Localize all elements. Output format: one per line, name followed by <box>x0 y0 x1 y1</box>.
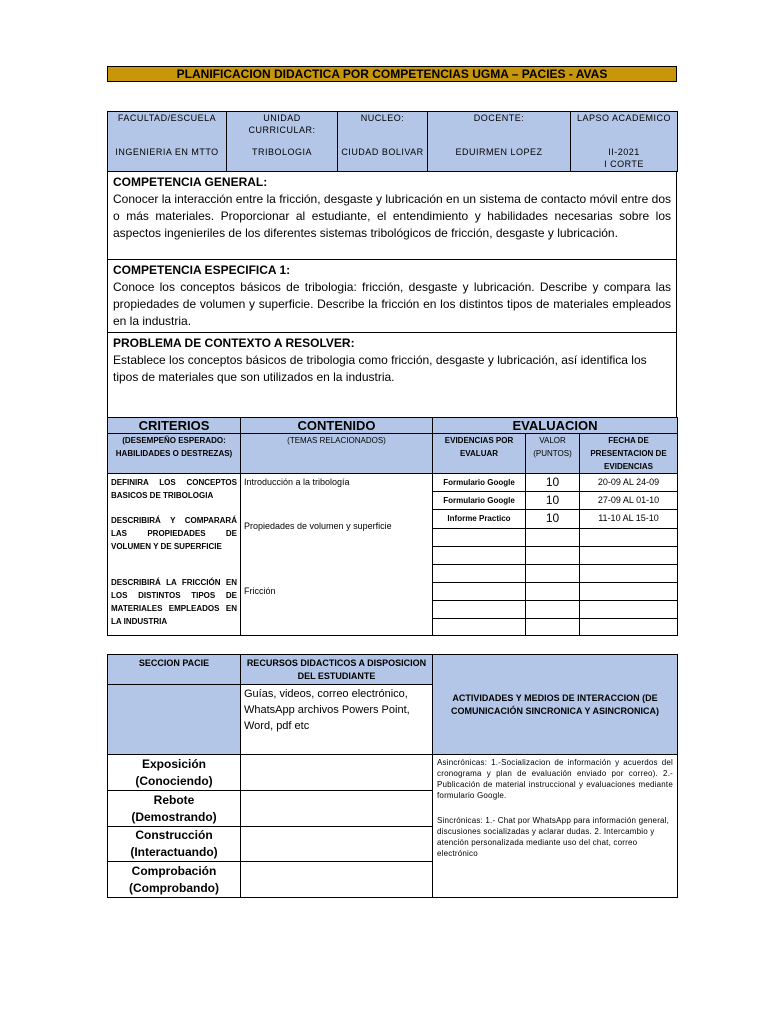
contenido-cell <box>241 474 433 636</box>
lapso-label: LAPSO ACADEMICO <box>576 113 672 123</box>
fase-rebote-sub: (Demostrando) <box>131 809 217 824</box>
criterio-3: DESCRIBIRÁ LA FRICCIÓN EN LOS DISTINTOS TIPOS DE MATERIALES EMPLEADOS EN LA INDUSTRIA <box>111 578 237 626</box>
document-title: PLANIFICACION DIDACTICA POR COMPETENCIAS UGMA – PACIES - AVAS <box>107 66 677 82</box>
empty-cell <box>580 601 678 619</box>
unidad-label: UNIDAD CURRICULAR: <box>248 113 316 135</box>
seccion-pacie-header: SECCION PACIE <box>108 655 241 685</box>
criterios-subheader: (DESEMPEÑO ESPERADO: HABILIDADES O DESTREZAS) <box>108 434 241 474</box>
fecha-1: 20-09 AL 24-09 <box>580 474 678 492</box>
contenido-1: Introducción a la tribología <box>244 477 350 487</box>
fase-rebote-recurso <box>241 791 433 827</box>
valor-2: 10 <box>526 492 580 510</box>
empty-cell <box>526 601 580 619</box>
competencias-table <box>107 171 677 420</box>
fase-rebote <box>108 791 241 827</box>
nucleo-value: CIUDAD BOLIVAR <box>341 147 424 157</box>
empty-cell <box>526 529 580 547</box>
evaluacion-header: EVALUACION <box>433 418 678 434</box>
contenido-3: Fricción <box>244 586 276 596</box>
empty-cell <box>526 583 580 601</box>
empty-cell <box>433 601 526 619</box>
competencia-especifica <box>108 260 677 333</box>
actividades-header: ACTIVIDADES Y MEDIOS DE INTERACCION (DE COMUNICACIÓN SINCRONICA Y ASINCRONICA) <box>433 655 678 755</box>
nucleo-label: NUCLEO: <box>360 113 405 123</box>
sincronicas-text: Sincrónicas: 1.- Chat por WhatsApp para información general, discusiones socializadas y aclarar dudas. 2. Intercambio y atención personalizada mediante uso del chat, correo electrónico <box>437 816 670 858</box>
fase-exposicion-sub: (Conociendo) <box>135 773 213 788</box>
lapso-cell <box>571 112 678 172</box>
fase-exposicion <box>108 755 241 791</box>
valor-header: VALOR (PUNTOS) <box>526 434 580 474</box>
fase-exposicion-name: Exposición <box>141 756 206 771</box>
docente-value: EDUIRMEN LOPEZ <box>455 147 543 157</box>
empty-cell <box>433 583 526 601</box>
fecha-header: FECHA DE PRESENTACION DE EVIDENCIAS <box>580 434 678 474</box>
empty-cell <box>433 547 526 565</box>
contenido-subheader: (TEMAS RELACIONADOS) <box>241 434 433 474</box>
empty-cell <box>433 565 526 583</box>
fase-construccion-name: Construcción <box>135 828 213 842</box>
lapso-value-2: I CORTE <box>604 159 644 169</box>
competencia-especifica-label: COMPETENCIA ESPECIFICA 1: <box>113 263 291 277</box>
evidencia-3: Informe Practico <box>433 510 526 529</box>
criterio-2: DESCRIBIRÁ Y COMPARARÁ LAS PROPIEDADES DE VOLUMEN Y DE SUPERFICIE <box>111 516 237 551</box>
criterios-header: CRITERIOS <box>108 418 241 434</box>
fase-comprobacion-sub: (Comprobando) <box>129 880 219 895</box>
competencia-especifica-text: Conoce los conceptos básicos de tribologia: fricción, desgaste y lubricación. Describe y compara las propiedades de volumen y superficie. Describe la fricción en los distintos tipos de materiales empleados en la industria. <box>113 280 671 328</box>
unidad-value: TRIBOLOGIA <box>251 147 312 157</box>
fase-comprobacion-recurso <box>241 862 433 898</box>
valor-3: 10 <box>526 510 580 529</box>
contenido-2: Propiedades de volumen y superficie <box>244 521 392 531</box>
facultad-label: FACULTAD/ESCUELA <box>117 113 217 123</box>
problema-text: Establece los conceptos básicos de tribologia como fricción, desgaste y lubricación, así identifica los tipos de materiales que son utilizados en la industria. <box>113 353 647 384</box>
evidencia-1: Formulario Google <box>433 474 526 492</box>
recursos-header: RECURSOS DIDACTICOS A DISPOSICION DEL ESTUDIANTE <box>241 655 433 685</box>
evidencia-2: Formulario Google <box>433 492 526 510</box>
empty-cell <box>580 565 678 583</box>
pacie-table <box>107 654 678 898</box>
docente-cell <box>428 112 571 172</box>
fase-comprobacion-name: Comprobación <box>131 863 217 878</box>
evaluation-table <box>107 417 678 636</box>
competencia-general-label: COMPETENCIA GENERAL: <box>113 175 268 189</box>
lapso-value-1: II-2021 <box>608 147 640 157</box>
recursos-text: Guías, videos, correo electrónico, WhatsApp archivos Powers Point, Word, pdf etc <box>241 685 433 755</box>
fase-construccion-recurso <box>241 827 433 862</box>
competencia-general-text: Conocer la interacción entre la fricción, desgaste y lubricación en un sistema de contacto móvil entre dos o más materiales. Proporcionar al estudiante, el entendimiento y habilidades necesarias sobre los aspectos ingenieriles de los diferentes sistemas tribológicos de fricción, desgaste y lubricación. <box>113 192 671 240</box>
seccion-pacie-blank <box>108 685 241 755</box>
nucleo-cell <box>338 112 428 172</box>
empty-cell <box>433 619 526 636</box>
docente-label: DOCENTE: <box>473 113 525 123</box>
fecha-3: 11-10 AL 15-10 <box>580 510 678 529</box>
empty-cell <box>526 565 580 583</box>
empty-cell <box>580 619 678 636</box>
empty-cell <box>526 619 580 636</box>
criterio-1: DEFINIRA LOS CONCEPTOS BASICOS DE TRIBOLOGIA <box>111 478 237 500</box>
unidad-cell <box>227 112 338 172</box>
empty-cell <box>580 583 678 601</box>
evidencias-header: EVIDENCIAS POR EVALUAR <box>433 434 526 474</box>
empty-cell <box>580 529 678 547</box>
problema-contexto <box>108 333 677 420</box>
actividades-cell <box>433 755 678 898</box>
asincronicas-text: Asincrónicas: 1.-Socializacion de información y acuerdos del cronograma y plan de evaluación enviado por correo). 2.- Publicación de material instruccional y evaluaciones mediante formulario Google. <box>437 758 673 800</box>
empty-cell <box>526 547 580 565</box>
fase-comprobacion <box>108 862 241 898</box>
contenido-header: CONTENIDO <box>241 418 433 434</box>
facultad-value: INGENIERIA EN MTTO <box>115 147 219 157</box>
fase-rebote-name: Rebote <box>153 792 195 807</box>
competencia-general <box>108 172 677 260</box>
criterios-cell <box>108 474 241 636</box>
valor-1: 10 <box>526 474 580 492</box>
header-table <box>107 111 678 172</box>
empty-cell <box>433 529 526 547</box>
empty-cell <box>580 547 678 565</box>
problema-label: PROBLEMA DE CONTEXTO A RESOLVER: <box>113 336 355 350</box>
fase-construccion-sub: (Interactuando) <box>130 845 218 859</box>
fase-exposicion-recurso <box>241 755 433 791</box>
fecha-2: 27-09 AL 01-10 <box>580 492 678 510</box>
fase-construccion <box>108 827 241 862</box>
facultad-cell <box>108 112 227 172</box>
